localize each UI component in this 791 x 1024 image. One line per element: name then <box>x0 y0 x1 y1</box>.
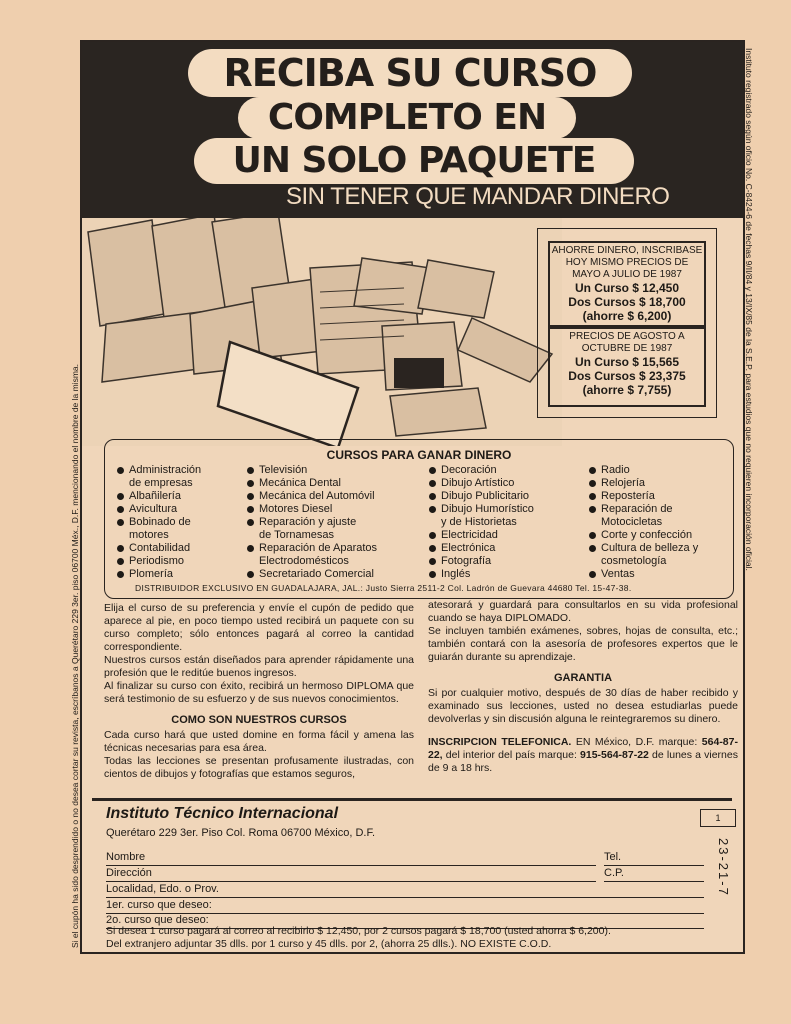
foreign-note: Del extranjero adjuntar 35 dlls. por 1 curso y 45 dlls. por 2, (ahorra 25 dlls.). NO EXISTE C.O.D. <box>106 938 552 950</box>
may-two-courses: Dos Cursos $ 18,700 <box>568 295 686 309</box>
course-item: Repostería <box>589 490 698 503</box>
course-item: Plomería <box>117 568 201 581</box>
course-item: Reparación de Aparatos <box>247 542 377 555</box>
course-item: Dibujo Artístico <box>429 477 534 490</box>
mail-note: Si el cupón ha sido desprendido o no desea cortar su revista, escríbanos a Querétaro 229 3er. piso 06700 Méx., D.F. mencionando el nombre de la misma. <box>70 363 80 948</box>
postal-code-label: C.P. <box>604 867 624 879</box>
courses-box <box>104 439 734 599</box>
course-package-photo <box>82 218 562 446</box>
course-item: Electrodomésticos <box>259 555 349 567</box>
course-item: motores <box>129 529 169 541</box>
courses-title: CURSOS PARA GANAR DINERO <box>326 448 512 462</box>
august-prices-title: PRECIOS DE AGOSTO A OCTUBRE DE 1987 <box>569 331 685 354</box>
price-panel <box>537 228 717 418</box>
locality-label: Localidad, Edo. o Prov. <box>106 883 219 895</box>
name-label: Nombre <box>106 851 146 863</box>
diploma-paragraph: Al finalizar su curso con éxito, recibirá un hermoso DIPLOMA que será testimonio de su esfuerzo y de sus nuevos conocimientos. <box>104 680 414 705</box>
august-savings: (ahorre $ 7,755) <box>582 383 672 397</box>
first-course-label: 1er. curso que deseo: <box>106 899 212 911</box>
headline-line-3: UN SOLO PAQUETE <box>194 138 634 184</box>
may-prices-title: AHORRE DINERO, INSCRIBASE HOY MISMO PRECIOS DE MAYO A JULIO DE 1987 <box>551 245 703 280</box>
course-method-paragraph: Cada curso hará que usted domine en forma fácil y amena las técnicas necesarias para esa área. <box>104 729 414 754</box>
may-one-course: Un Curso $ 12,450 <box>574 281 680 295</box>
course-item: Decoración <box>429 464 534 477</box>
course-item: Motocicletas <box>601 516 663 528</box>
intro-paragraph: Elija el curso de su preferencia y envíe el cupón de pedido que aparece al pie, en poco tiempo usted recibirá un paquete con su curso completo; sólo entonces pagará al correo la cantidad correspondiente. <box>104 602 414 653</box>
course-item: Motores Diesel <box>247 503 377 516</box>
course-item: Corte y confección <box>589 529 698 542</box>
coupon-footer <box>106 925 611 951</box>
courses-column-1 <box>117 464 201 581</box>
phone-text-3: de lunes a viernes de 9 a 18 hrs. <box>428 749 738 774</box>
courses-column-2 <box>247 464 377 581</box>
course-item: Reparación y ajuste <box>247 516 377 529</box>
coupon-address: Querétaro 229 3er. Piso Col. Roma 06700 México, D.F. <box>106 827 376 839</box>
course-item: Dibujo Humorístico <box>429 503 534 516</box>
course-item: Televisión <box>247 464 377 477</box>
may-prices <box>548 241 706 327</box>
body-column-right <box>428 599 738 775</box>
may-savings: (ahorre $ 6,200) <box>582 309 672 323</box>
august-prices <box>548 327 706 407</box>
name-field[interactable] <box>106 851 596 866</box>
course-item: Electrónica <box>429 542 534 555</box>
course-item: Ventas <box>589 568 698 581</box>
course-item: Secretariado Comercial <box>247 568 377 581</box>
distributor-line: DISTRIBUIDOR EXCLUSIVO EN GUADALAJARA, JAL.: Justo Sierra 2511-2 Col. Ladrón de Guevara 44680 Tel. 15-47-38. <box>135 583 632 593</box>
course-item: cosmetología <box>601 555 667 567</box>
course-item: Fotografía <box>429 555 534 568</box>
course-item: Avicultura <box>117 503 201 516</box>
coupon-institute: Instituto Técnico Internacional <box>106 805 339 822</box>
course-item: Radio <box>589 464 698 477</box>
course-item: Mecánica del Automóvil <box>247 490 377 503</box>
course-item: Administración <box>117 464 201 477</box>
course-item: Relojería <box>589 477 698 490</box>
course-item: Reparación de <box>589 503 698 516</box>
design-paragraph: Nuestros cursos están diseñados para aprender rápidamente una profesión que le reditúe buenos ingresos. <box>104 654 414 679</box>
courses-column-3 <box>429 464 534 581</box>
course-item: Albañilería <box>117 490 201 503</box>
first-course-field[interactable] <box>106 899 704 914</box>
second-course-label: 2o. curso que deseo: <box>106 914 209 926</box>
headline-line-2: COMPLETO EN <box>238 97 576 139</box>
course-item: de empresas <box>129 477 193 489</box>
phone-signup-label: INSCRIPCION TELEFONICA. <box>428 736 572 748</box>
phone-text-2: del interior del país marque: <box>442 749 581 761</box>
consult-paragraph: atesorará y guardará para consultarlos en su vida profesional cuando se haya DIPLOMADO. <box>428 599 738 624</box>
august-two-courses: Dos Cursos $ 23,375 <box>568 369 686 383</box>
headline-subline: SIN TENER QUE MANDAR DINERO <box>286 183 670 210</box>
lessons-paragraph: Todas las lecciones se presentan profusamente ilustradas, con cientos de dibujos y fotografías que estamos seguros, <box>104 755 414 780</box>
course-item: Bobinado de <box>117 516 201 529</box>
course-item: Inglés <box>429 568 534 581</box>
course-item: Contabilidad <box>117 542 201 555</box>
phone-interior: 915-564-87-22 <box>580 749 649 761</box>
phone-df: 564-87-22, <box>428 736 738 761</box>
address-label: Dirección <box>106 867 152 879</box>
phone-label: Tel. <box>604 851 622 863</box>
registration-note: Instituto registrado según oficio No. C-8424-6 de fechas 9/II/84 y 13/IX/85 de la S.E.P. para estudios que no requieren incorporación oficial. <box>744 48 754 571</box>
address-field[interactable] <box>106 867 596 882</box>
courses-column-4 <box>589 464 698 581</box>
august-one-course: Un Curso $ 15,565 <box>574 355 680 369</box>
guarantee-title: GARANTIA <box>553 672 613 684</box>
headline-banner <box>82 42 743 218</box>
phone-text-1: EN México, D.F. marque: <box>571 736 702 748</box>
payment-note: Si desea 1 curso pagará al correo al recibirlo $ 12,450, por 2 cursos pagará $ 18,700 (usted ahorra $ 6,200). <box>106 925 611 937</box>
advertisement <box>80 40 745 954</box>
course-item: Periodismo <box>117 555 201 568</box>
guarantee-paragraph: Si por cualquier motivo, después de 30 días de haber recibido y examinado sus lecciones, usted no desea estudiarlas puede devolverlas y sin discusión alguna le reintegraremos su dinero. <box>428 687 738 725</box>
course-item: y de Historietas <box>441 516 517 528</box>
phone-field[interactable] <box>604 851 704 866</box>
locality-field[interactable] <box>106 883 704 898</box>
course-item: Mecánica Dental <box>247 477 377 490</box>
order-coupon <box>92 798 732 951</box>
headline-line-1: RECIBA SU CURSO <box>188 49 632 97</box>
postal-code-field[interactable] <box>604 867 704 882</box>
phone-signup <box>428 736 738 775</box>
course-item: de Tornamesas <box>259 529 335 541</box>
coupon-code: 23-21-7 <box>716 838 731 897</box>
how-courses-title: COMO SON NUESTROS CURSOS <box>171 714 347 726</box>
course-item: Electricidad <box>429 529 534 542</box>
coupon-number: 1 <box>700 809 736 827</box>
includes-paragraph: Se incluyen también exámenes, sobres, hojas de consulta, etc.; también contará con la asesoría de profesores expertos que le guiarán durante su aprendizaje. <box>428 625 738 663</box>
body-column-left <box>104 602 414 781</box>
course-item: Dibujo Publicitario <box>429 490 534 503</box>
course-item: Cultura de belleza y <box>589 542 698 555</box>
